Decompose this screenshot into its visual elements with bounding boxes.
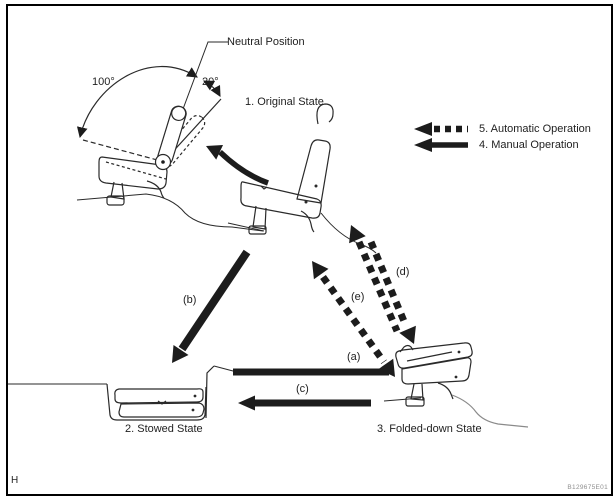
angle-100-label: 100°: [92, 76, 115, 88]
arc-baseline: [83, 140, 161, 161]
seat-rear-bracket: [301, 211, 314, 232]
stowed-state-seat: [8, 366, 233, 420]
cushion-dot: [305, 201, 308, 204]
slab-dot-1: [194, 395, 197, 398]
floor-line-right: [214, 366, 233, 371]
page-marker: H: [11, 475, 19, 486]
legend-manual-label: 4. Manual Operation: [479, 139, 579, 151]
legend-manual-arrow: [414, 138, 468, 152]
legend-automatic-label: 5. Automatic Operation: [479, 123, 591, 135]
state-folded-label: 3. Folded-down State: [377, 423, 482, 435]
slab-dot-2: [455, 376, 458, 379]
operation-a-label: (a): [347, 351, 361, 363]
floor-curve-right: [321, 213, 376, 253]
operation-b-label: (b): [183, 294, 197, 306]
folded-slab-top: [115, 389, 203, 403]
angle-callout-drawing: [77, 42, 263, 231]
seat-rear-bracket: [438, 383, 453, 399]
automatic-arrow-d-up: [349, 225, 397, 331]
pivot-dot: [161, 160, 165, 164]
folded-down-seat: [384, 343, 528, 427]
slab-dot-2: [192, 409, 195, 412]
recline-motion-arrow: [206, 145, 268, 183]
floor-line-left: [77, 194, 263, 231]
state-original-label: 1. Original State: [245, 96, 324, 108]
legend-automatic-arrow: [414, 122, 468, 136]
state-stowed-label: 2. Stowed State: [125, 423, 203, 435]
neutral-position-label: Neutral Position: [227, 36, 305, 48]
seatback: [297, 140, 330, 203]
manual-arrow-b: [172, 252, 247, 363]
seat-cushion: [402, 358, 471, 384]
figure-code: B129675E01: [567, 484, 608, 491]
slab-dot-1: [458, 351, 461, 354]
folded-slab-bottom: [119, 403, 204, 417]
seat-cushion: [241, 182, 321, 218]
angle-20-label: 20°: [202, 76, 219, 88]
well-right-wall: [206, 366, 214, 418]
operation-e-label: (e): [351, 291, 365, 303]
operation-c-label: (c): [296, 383, 309, 395]
manual-arrow-c: [238, 396, 371, 411]
seatback-crease: [407, 352, 452, 361]
seatback-dot: [315, 185, 318, 188]
operation-d-label: (d): [396, 266, 410, 278]
